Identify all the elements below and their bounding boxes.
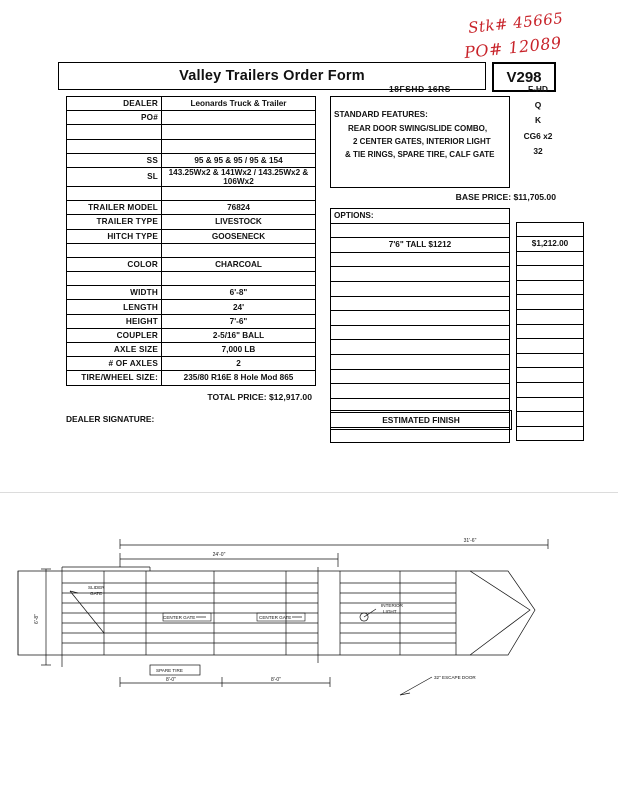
handwritten-stock-number: Stk# 45665 [467,9,565,37]
spec-value: LIVESTOCK [162,215,316,229]
spec-value: 2-5/16" BALL [162,328,316,342]
option-price [517,426,584,441]
table-row [331,311,510,326]
spec-label: PO# [67,111,162,125]
option-codes-column [518,82,558,160]
dim-top-outer: 31'-6" [463,538,477,544]
table-row [67,215,316,229]
option-price [517,310,584,325]
table-row [331,281,510,296]
total-price: TOTAL PRICE: $12,917.00 [207,392,312,402]
spec-label: TRAILER MODEL [67,201,162,215]
table-row [331,267,510,282]
label-escape-door: 32" ESCAPE DOOR [434,675,476,680]
page-title: Valley Trailers Order Form [179,68,365,84]
table-row [67,201,316,215]
spec-label: COUPLER [67,328,162,342]
table-row [331,369,510,384]
option-description [331,252,510,267]
model-code-box: V298 [492,62,556,92]
order-form [58,62,569,444]
trailer-side-view-svg [0,505,618,735]
dim-bottom-2: 8'-0" [271,677,281,683]
standard-features-line-2: 2 CENTER GATES, INTERIOR LIGHT [353,137,491,146]
table-row [331,209,510,224]
option-price [517,412,584,427]
spec-label: SL [67,167,162,186]
table-row [517,251,584,266]
option-price: $1,212.00 [517,237,584,252]
spec-value: 7'-6" [162,314,316,328]
option-description [331,384,510,399]
spec-label [67,243,162,257]
table-row [331,325,510,340]
options-price-table [516,222,584,442]
spec-value: CHARCOAL [162,257,316,271]
options-table [330,208,510,443]
table-row [67,257,316,271]
option-description [331,340,510,355]
option-description [331,296,510,311]
spec-value: 7,000 LB [162,343,316,357]
spec-label: HEIGHT [67,314,162,328]
model-line: 18FSHD 16RS [389,84,451,94]
table-row [331,354,510,369]
option-description [331,325,510,340]
spec-label [67,186,162,200]
option-price [517,280,584,295]
option-price [517,222,584,237]
spec-value [162,139,316,153]
spec-label: WIDTH [67,286,162,300]
table-row [67,286,316,300]
standard-features-box [330,96,510,188]
spec-value: 76824 [162,201,316,215]
standard-features-line-1: REAR DOOR SWING/SLIDE COMBO, [348,124,488,133]
label-center-gate-1: CENTER GATE [163,615,196,620]
table-row [67,371,316,385]
spec-value: 95 & 95 & 95 / 95 & 154 [162,153,316,167]
spec-label: DEALER [67,97,162,111]
spec-label: # OF AXLES [67,357,162,371]
table-row [67,328,316,342]
table-row [517,310,584,325]
table-row [67,111,316,125]
table-row [517,324,584,339]
table-row [67,186,316,200]
spec-label: TRAILER TYPE [67,215,162,229]
spec-label: TIRE/WHEEL SIZE: [67,371,162,385]
option-code: F-HD [527,84,548,94]
spec-value: 6'-8" [162,286,316,300]
dim-bottom-1: 8'-0" [166,677,176,683]
spec-value: 235/80 R16E 8 Hole Mod 865 [162,371,316,385]
option-description [331,281,510,296]
table-row [517,237,584,252]
spec-value: 2 [162,357,316,371]
option-description [331,369,510,384]
label-spare-tire: SPARE TIRE [156,668,183,673]
spec-value [162,125,316,139]
table-row [331,238,510,253]
table-row [517,397,584,412]
table-row [67,272,316,286]
option-price [517,251,584,266]
section-divider [0,492,618,493]
option-description [331,354,510,369]
table-row [331,384,510,399]
spec-value [162,272,316,286]
spec-label [67,125,162,139]
label-interior-light-line2: LIGHT [383,609,397,614]
label-interior-light-line1: INTERIOR [381,603,403,608]
table-row [67,167,316,186]
spec-value [162,186,316,200]
table-row [517,266,584,281]
option-description: 7'6" TALL $1212 [331,238,510,253]
option-price [517,266,584,281]
option-price [517,295,584,310]
spec-label: SS [67,153,162,167]
option-price [517,339,584,354]
spec-label: HITCH TYPE [67,229,162,243]
spec-value: GOOSENECK [162,229,316,243]
dim-top-inner: 24'-0" [212,552,226,558]
trailer-drawing [0,505,618,735]
table-row [517,353,584,368]
label-center-gate-2: CENTER GATE [259,615,292,620]
option-code: Q [534,99,542,110]
table-row [67,97,316,111]
table-row [517,368,584,383]
standard-features-line-3: & TIE RINGS, SPARE TIRE, CALF GATE [345,150,495,159]
label-slider-gate-line2: GATE [90,591,103,596]
option-price [517,368,584,383]
label-slider-gate-line1: SLIDER [88,585,105,590]
spec-value: 24' [162,300,316,314]
option-description [331,223,510,238]
spec-label: AXLE SIZE [67,343,162,357]
table-row [67,243,316,257]
spec-label [67,272,162,286]
standard-features-header: STANDARD FEATURES: [334,110,428,119]
table-row [67,314,316,328]
table-row [331,252,510,267]
table-row [67,343,316,357]
table-row [517,412,584,427]
base-price: BASE PRICE: $11,705.00 [455,192,556,202]
option-code: 32 [533,146,543,156]
spec-label [67,139,162,153]
dealer-signature-label: DEALER SIGNATURE: [66,414,155,424]
table-row [517,280,584,295]
table-row [67,357,316,371]
option-code: K [534,115,542,125]
table-row [331,340,510,355]
table-row [67,125,316,139]
estimated-finish-box: ESTIMATED FINISH [330,410,512,430]
option-description [331,311,510,326]
table-row [517,339,584,354]
option-price [517,383,584,398]
table-row [67,229,316,243]
spec-value: Leonards Truck & Trailer [162,97,316,111]
table-row [517,383,584,398]
spec-label: COLOR [67,257,162,271]
spec-value: 143.25Wx2 & 141Wx2 / 143.25Wx2 & 106Wx2 [162,167,316,186]
spec-value [162,243,316,257]
table-row [331,223,510,238]
option-code: CG6 x2 [523,130,553,141]
table-row [67,139,316,153]
specs-table [66,96,316,386]
option-price [517,324,584,339]
table-row [517,426,584,441]
option-price [517,397,584,412]
option-price [517,353,584,368]
spec-value [162,111,316,125]
options-header: OPTIONS: [331,209,510,224]
spec-label: LENGTH [67,300,162,314]
table-row [517,222,584,237]
option-description [331,267,510,282]
table-row [67,153,316,167]
table-row [517,295,584,310]
dim-left-height: 6'-8" [34,614,40,624]
handwritten-po-number: PO# 12089 [463,32,563,63]
table-row [331,296,510,311]
table-row [67,300,316,314]
